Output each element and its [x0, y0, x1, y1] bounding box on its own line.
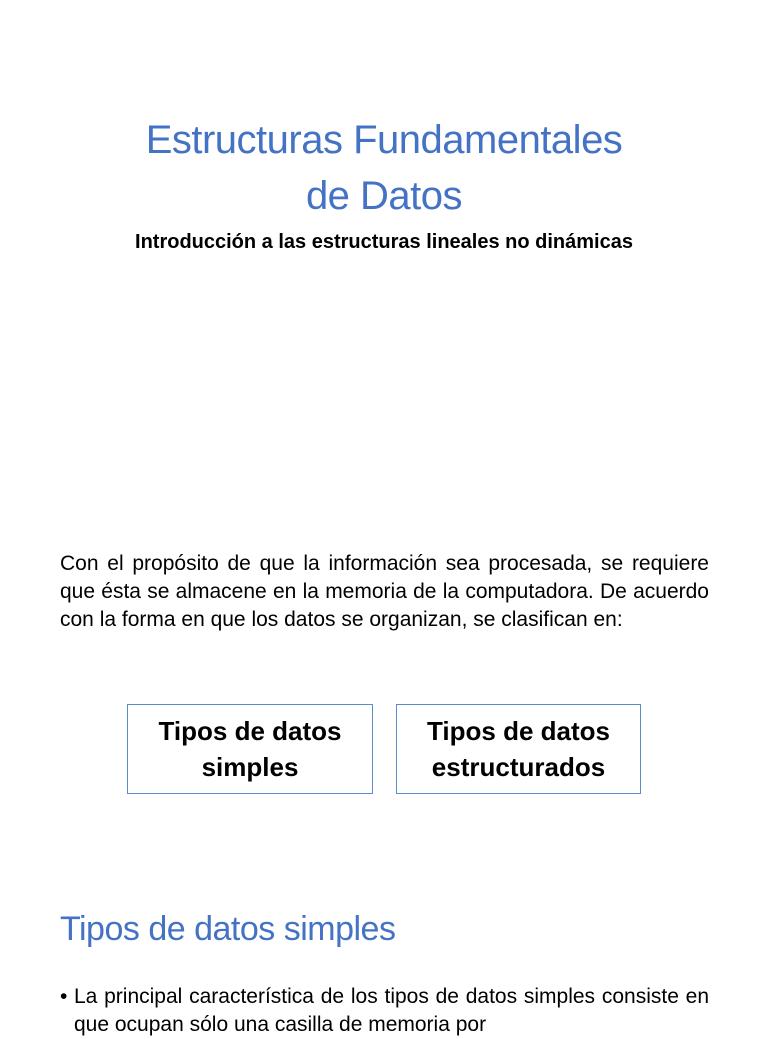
title-line-1: Estructuras Fundamentales [145, 118, 623, 162]
intro-paragraph: Con el propósito de que la información sea procesada, se requiere que ésta se almacene en la memoria de la computadora. De acuerdo con la forma en que los datos se organizan, se clasifican en: [60, 552, 709, 631]
simple-types-box-line-1: Tipos de datos [158, 716, 342, 746]
section-title: Tipos de datos simples [60, 910, 396, 948]
page-title [0, 112, 768, 224]
structured-types-box-line-2: estructurados [431, 752, 606, 782]
bullet-item [60, 983, 709, 1039]
simple-types-box [127, 704, 373, 794]
structured-types-box-line-1: Tipos de datos [427, 716, 610, 746]
simple-types-box-line-2: simples [201, 752, 299, 782]
structured-types-box [396, 704, 641, 794]
bullet-glyph: • [60, 985, 68, 1008]
title-line-2: de Datos [305, 174, 463, 218]
bullet-text: La principal característica de los tipos de datos simples consiste en que ocupan sólo una casilla de memoria por [74, 985, 709, 1036]
page-subtitle: Introducción a las estructuras lineales no dinámicas [135, 231, 633, 253]
